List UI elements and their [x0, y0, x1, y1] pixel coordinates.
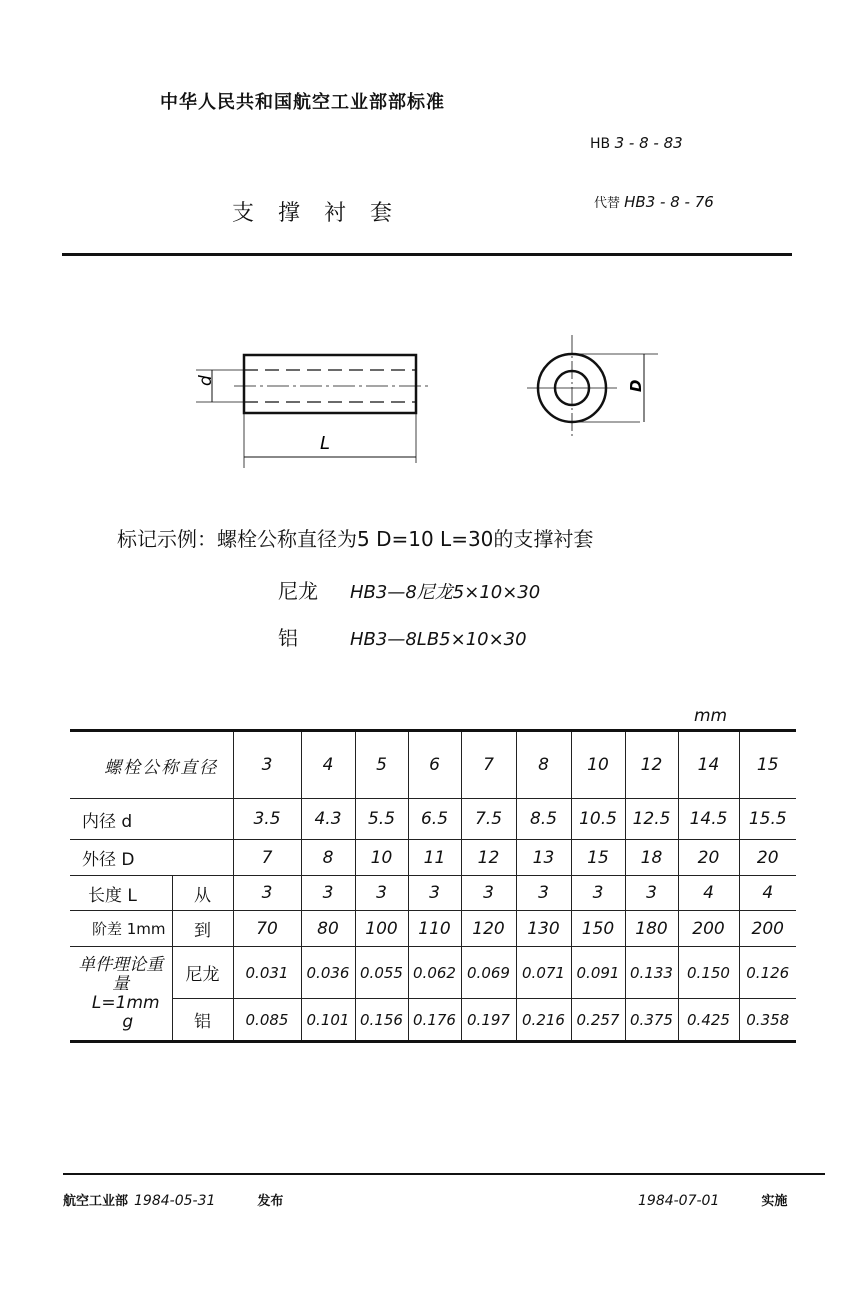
dimension-table: [70, 729, 796, 1043]
replaces-label: 代替: [594, 196, 621, 211]
from-label: 从: [172, 876, 233, 911]
table-cell: 20: [678, 840, 739, 876]
footer-issue: [63, 1190, 283, 1209]
table-cell: 8.5: [516, 799, 571, 840]
table-cell: 0.085: [233, 999, 301, 1042]
bushing-drawing: [170, 325, 670, 475]
table-cell: 3.5: [233, 799, 301, 840]
table-cell: 11: [408, 840, 461, 876]
table-cell: 0.176: [408, 999, 461, 1042]
table-cell: 6.5: [408, 799, 461, 840]
material-label: 铝: [278, 626, 298, 650]
nominal-diameter: 4: [301, 731, 355, 799]
table-cell: 18: [625, 840, 678, 876]
table-cell: 180: [625, 911, 678, 947]
table-cell: 0.101: [301, 999, 355, 1042]
table-row-length-from: [70, 876, 796, 911]
table-cell: 0.069: [461, 947, 516, 999]
table-cell: 70: [233, 911, 301, 947]
effective-label: 实施: [761, 1194, 788, 1209]
nominal-diameter: 6: [408, 731, 461, 799]
nominal-diameter: 3: [233, 731, 301, 799]
table-cell: 0.257: [571, 999, 625, 1042]
table-row-weight-nylon: [70, 947, 796, 999]
table-cell: 110: [408, 911, 461, 947]
table-cell: 13: [516, 840, 571, 876]
table-cell: 20: [739, 840, 796, 876]
length-step-label: 阶差 1mm: [70, 911, 172, 947]
marking-code: HB3—8LB5×10×30: [350, 629, 527, 650]
table-cell: 10: [355, 840, 408, 876]
table-cell: 4: [678, 876, 739, 911]
table-cell: 4.3: [301, 799, 355, 840]
row-label: 外径 D: [70, 840, 233, 876]
table-cell: 10.5: [571, 799, 625, 840]
nominal-diameter-label: 螺栓公称直径: [70, 731, 233, 799]
table-cell: 3: [408, 876, 461, 911]
marking-example-description: 螺栓公称直径为5 D=10 L=30的支撑衬套: [217, 527, 594, 551]
weight-label-unit: g: [122, 1011, 134, 1032]
weight-label-line2: L=1mm: [91, 992, 160, 1013]
replaces-standard: [594, 192, 714, 211]
nominal-diameter: 10: [571, 731, 625, 799]
row-label: 内径 d: [70, 799, 233, 840]
issuer: 航空工业部: [63, 1194, 129, 1209]
table-cell: 15: [571, 840, 625, 876]
nominal-diameter: 15: [739, 731, 796, 799]
table-cell: 0.091: [571, 947, 625, 999]
nominal-diameter: 14: [678, 731, 739, 799]
marking-code: HB3—8尼龙5×10×30: [350, 582, 541, 603]
marking-example-nylon: [278, 575, 540, 604]
dim-length-label: L: [320, 433, 331, 454]
table-cell: 8: [301, 840, 355, 876]
table-cell: 0.055: [355, 947, 408, 999]
table-row-length-to: [70, 911, 796, 947]
table-cell: 0.216: [516, 999, 571, 1042]
aluminum-label: 铝: [172, 999, 233, 1042]
footer-effective: [632, 1190, 787, 1209]
table-cell: 0.126: [739, 947, 796, 999]
table-row-weight-aluminum: [70, 999, 796, 1042]
header-divider: [62, 253, 792, 256]
table-cell: 200: [678, 911, 739, 947]
table-cell: 0.133: [625, 947, 678, 999]
weight-label: [70, 947, 172, 1042]
table-cell: 12.5: [625, 799, 678, 840]
nominal-diameter: 7: [461, 731, 516, 799]
issue-label: 发布: [257, 1194, 284, 1209]
nominal-diameter: 12: [625, 731, 678, 799]
table-cell: 0.062: [408, 947, 461, 999]
dim-inner-label: d: [196, 375, 216, 386]
standard-number: [590, 134, 683, 152]
table-header-row: [70, 731, 796, 799]
footer-divider: [63, 1173, 825, 1175]
table-cell: 150: [571, 911, 625, 947]
nylon-label: 尼龙: [172, 947, 233, 999]
marking-example-label: 标记示例：: [117, 527, 217, 551]
table-cell: 130: [516, 911, 571, 947]
marking-example-aluminum: [278, 622, 527, 651]
table-cell: 12: [461, 840, 516, 876]
material-label: 尼龙: [278, 579, 318, 603]
nominal-diameter: 8: [516, 731, 571, 799]
standard-code: 3 - 8 - 83: [614, 134, 683, 152]
to-label: 到: [172, 911, 233, 947]
table-cell: 3: [516, 876, 571, 911]
length-label: 长度 L: [70, 876, 172, 911]
table-cell: 3: [625, 876, 678, 911]
nominal-diameter: 5: [355, 731, 408, 799]
table-cell: 120: [461, 911, 516, 947]
weight-label-line1: 单件理论重量: [78, 954, 164, 994]
table-row-inner-diameter: [70, 799, 796, 840]
effective-date: 1984-07-01: [638, 1193, 720, 1209]
table-cell: 3: [355, 876, 408, 911]
table-cell: 200: [739, 911, 796, 947]
table-cell: 3: [301, 876, 355, 911]
table-cell: 0.031: [233, 947, 301, 999]
replaces-code: HB3 - 8 - 76: [624, 193, 714, 211]
table-row-outer-diameter: [70, 840, 796, 876]
table-cell: 0.425: [678, 999, 739, 1042]
document-title: 支撑衬套: [232, 201, 417, 226]
table-cell: 100: [355, 911, 408, 947]
table-cell: 3: [571, 876, 625, 911]
unit-label: mm: [694, 706, 728, 726]
standard-prefix: HB: [590, 136, 611, 152]
marking-example-line: [117, 523, 593, 552]
table-cell: 0.197: [461, 999, 516, 1042]
table-cell: 14.5: [678, 799, 739, 840]
table-cell: 5.5: [355, 799, 408, 840]
issue-date: 1984-05-31: [134, 1193, 216, 1209]
table-cell: 15.5: [739, 799, 796, 840]
table-cell: 0.375: [625, 999, 678, 1042]
table-cell: 0.156: [355, 999, 408, 1042]
table-cell: 80: [301, 911, 355, 947]
table-cell: 7: [233, 840, 301, 876]
table-cell: 0.036: [301, 947, 355, 999]
table-cell: 3: [461, 876, 516, 911]
table-cell: 0.358: [739, 999, 796, 1042]
dim-outer-label: D: [627, 379, 645, 392]
table-cell: 4: [739, 876, 796, 911]
table-cell: 0.150: [678, 947, 739, 999]
issuing-organization: 中华人民共和国航空工业部部标准: [160, 92, 445, 113]
table-cell: 0.071: [516, 947, 571, 999]
table-cell: 3: [233, 876, 301, 911]
table-cell: 7.5: [461, 799, 516, 840]
